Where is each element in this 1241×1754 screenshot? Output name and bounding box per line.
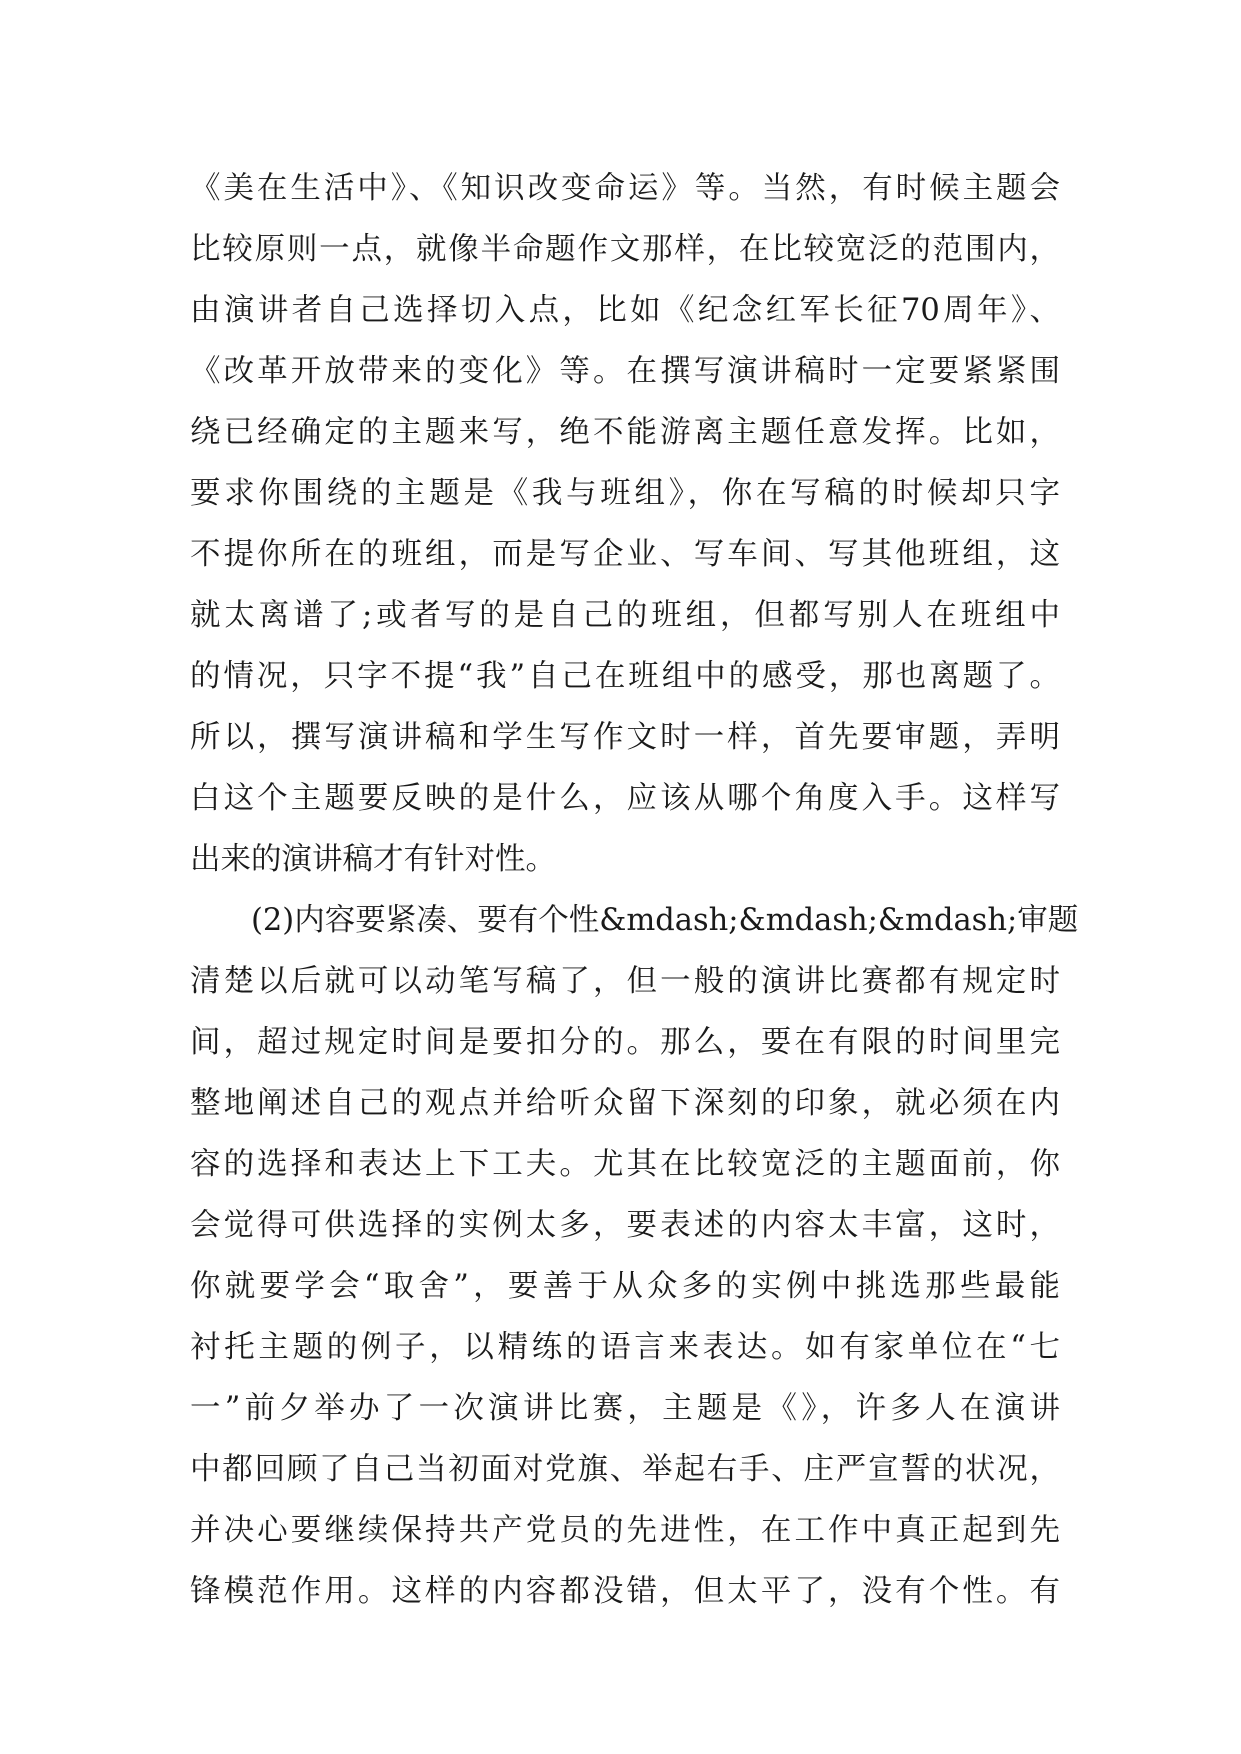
text-line: 比较原则一点，就像半命题作文那样，在比较宽泛的范围内，: [190, 232, 1060, 267]
text-line: 绕已经确定的主题来写，绝不能游离主题任意发挥。比如，: [190, 415, 1060, 450]
text-line: 《改革开放带来的变化》等。在撰写演讲稿时一定要紧紧围: [190, 354, 1060, 389]
text-line: 出来的演讲稿才有针对性。: [190, 842, 556, 877]
text-line: 衬托主题的例子，以精练的语言来表达。如有家单位在“七: [190, 1330, 1060, 1365]
text-line: 你就要学会“取舍”，要善于从众多的实例中挑选那些最能: [190, 1269, 1060, 1304]
body-text: [190, 158, 1079, 1622]
text-line: 要求你围绕的主题是《我与班组》，你在写稿的时候却只字: [190, 476, 1060, 511]
text-line: 的情况，只字不提“我”自己在班组中的感受，那也离题了。: [190, 659, 1060, 694]
text-line: 容的选择和表达上下工夫。尤其在比较宽泛的主题面前，你: [190, 1147, 1060, 1182]
text-line: 中都回顾了自己当初面对党旗、举起右手、庄严宣誓的状况，: [190, 1452, 1060, 1487]
text-line: 锋模范作用。这样的内容都没错，但太平了，没有个性。有: [190, 1574, 1060, 1609]
paragraph-1: [190, 158, 1060, 890]
text-line: 由演讲者自己选择切入点，比如《纪念红军长征70周年》、: [190, 293, 1060, 328]
text-line: 整地阐述自己的观点并给听众留下深刻的印象，就必须在内: [190, 1086, 1060, 1121]
text-line: 白这个主题要反映的是什么，应该从哪个角度入手。这样写: [190, 781, 1060, 816]
text-line: 间，超过规定时间是要扣分的。那么，要在有限的时间里完: [190, 1025, 1060, 1060]
text-line: 并决心要继续保持共产党员的先进性，在工作中真正起到先: [190, 1513, 1060, 1548]
text-line: 会觉得可供选择的实例太多，要表述的内容太丰富，这时，: [190, 1208, 1060, 1243]
text-line: 所以，撰写演讲稿和学生写作文时一样，首先要审题，弄明: [190, 720, 1060, 755]
text-line: 不提你所在的班组，而是写企业、写车间、写其他班组，这: [190, 537, 1060, 572]
text-line: 清楚以后就可以动笔写稿了，但一般的演讲比赛都有规定时: [190, 964, 1060, 999]
text-line: 《美在生活中》、《知识改变命运》等。当然，有时候主题会: [190, 171, 1060, 206]
text-line: 一”前夕举办了一次演讲比赛，主题是《》，许多人在演讲: [190, 1391, 1060, 1426]
paragraph-2: [190, 890, 1079, 1622]
text-line: 就太离谱了;或者写的是自己的班组，但都写别人在班组中: [190, 598, 1060, 633]
text-line: (2)内容要紧凑、要有个性&mdash;&mdash;&mdash;审题: [251, 903, 1079, 938]
